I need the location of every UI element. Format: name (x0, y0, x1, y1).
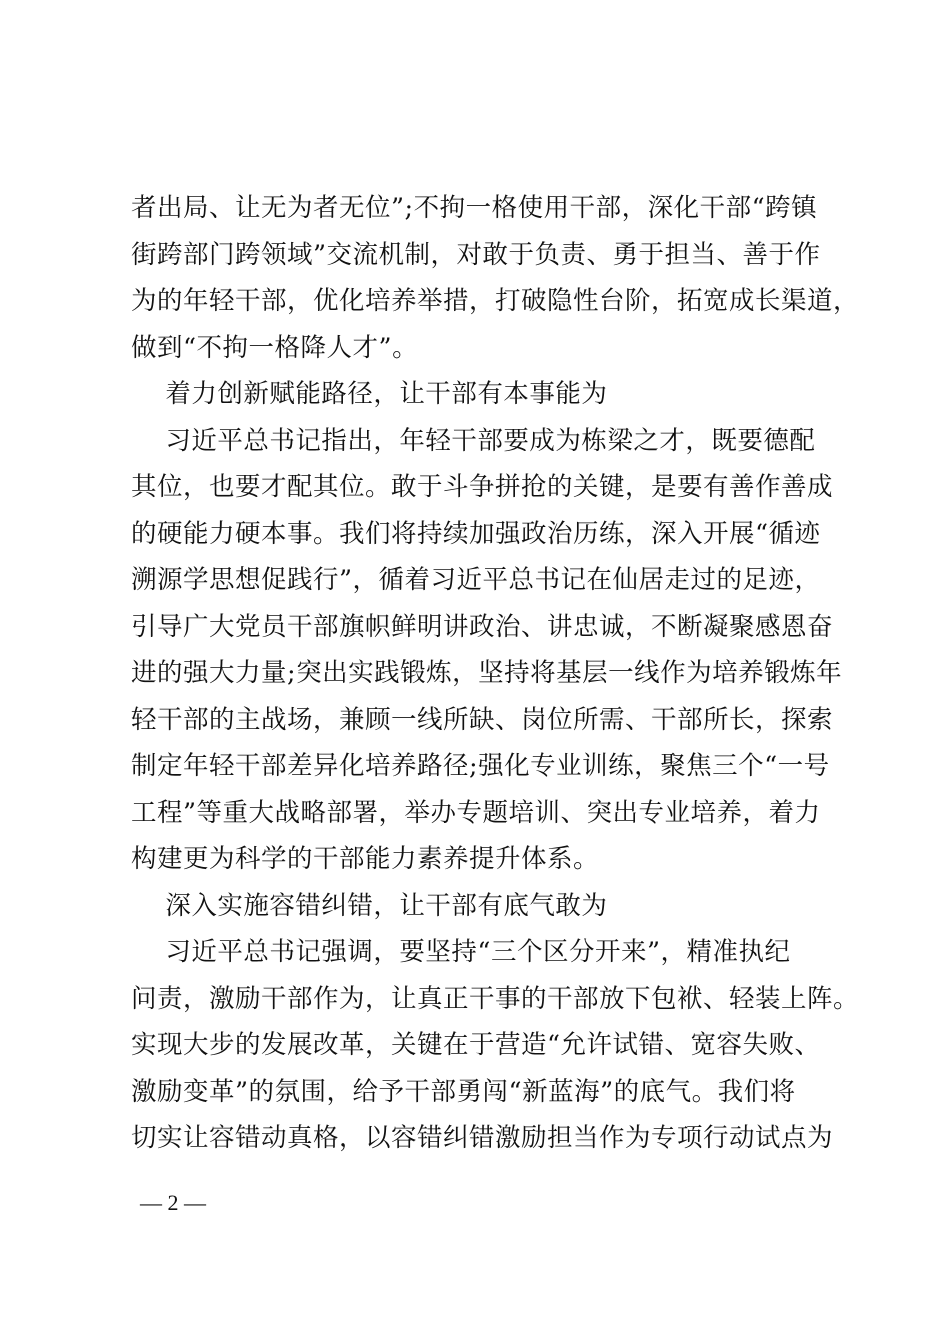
text-line: 构建更为科学的干部能力素养提升体系。 (131, 844, 600, 874)
text-line: 溯源学思想促践行”，循着习近平总书记在仙居走过的足迹， (131, 565, 821, 595)
text-line: 工程”等重大战略部署，举办专题培训、突出专业培养，着力 (131, 798, 821, 828)
page-number: — 2 — (140, 1190, 206, 1215)
text-line: 制定年轻干部差异化培养路径;强化专业训练，聚焦三个“一号 (131, 751, 830, 781)
text-line: 问责，激励干部作为，让真正干事的干部放下包袱、轻装上阵。 (131, 984, 860, 1014)
text-line: 激励变革”的氛围，给予干部勇闯“新蓝海”的底气。我们将 (131, 1077, 796, 1107)
text-line: 者出局、让无为者无位”;不拘一格使用干部，深化干部“跨镇 (131, 193, 818, 223)
text-line: 其位，也要才配其位。敢于斗争拼抢的关键，是要有善作善成 (131, 472, 834, 502)
text-line: 引导广大党员干部旗帜鲜明讲政治、讲忠诚，不断凝聚感恩奋 (131, 612, 834, 642)
text-line: 街跨部门跨领域”交流机制，对敢于负责、勇于担当、善于作 (131, 240, 821, 270)
section-heading: 深入实施容错纠错，让干部有底气敢为 (131, 891, 608, 921)
text-line: 切实让容错动真格，以容错纠错激励担当作为专项行动试点为 (131, 1123, 834, 1153)
text-line: 进的强大力量;突出实践锻炼，坚持将基层一线作为培养锻炼年 (131, 658, 843, 688)
section-heading: 着力创新赋能路径，让干部有本事能为 (131, 379, 608, 409)
text-line: 做到“不拘一格降人才”。 (131, 333, 419, 363)
text-line: 为的年轻干部，优化培养举措，打破隐性台阶，拓宽成长渠道， (131, 286, 860, 316)
text-line: 轻干部的主战场，兼顾一线所缺、岗位所需、干部所长，探索 (131, 705, 834, 735)
text-line: 习近平总书记指出，年轻干部要成为栋梁之才，既要德配 (131, 426, 816, 456)
text-line: 习近平总书记强调，要坚持“三个区分开来”，精准执纪 (131, 937, 791, 967)
text-line: 实现大步的发展改革，关键在于营造“允许试错、宽容失败、 (131, 1030, 821, 1060)
text-line: 的硬能力硬本事。我们将持续加强政治历练，深入开展“循迹 (131, 519, 821, 549)
